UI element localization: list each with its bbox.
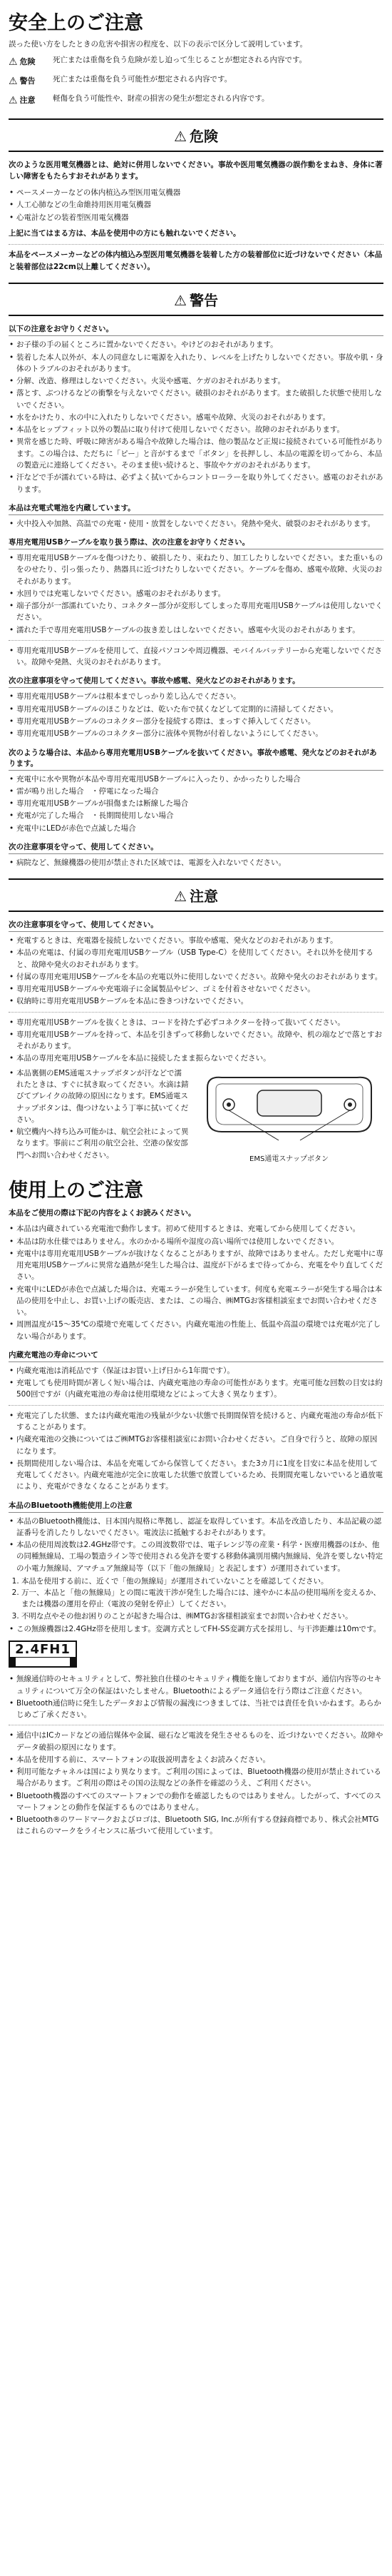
list-item: • 本品をヒップフィット以外の製品に取り付けて使用しないでください。故障のおそれがあります。 [9, 424, 383, 435]
legend-text: 軽傷を負う可能性や、財産の損害の発生が想定される内容です。 [53, 93, 269, 103]
caution-heading: 注意 [189, 888, 218, 906]
usage-list-3 [9, 1410, 383, 1493]
section-subheading: 以下の注意をお守りください。 [9, 323, 383, 336]
intro-text: 誤った使い方をしたときの危害や損害の程度を、以下の表示で区分して説明しています。 [9, 39, 308, 49]
list-item: • ペースメーカーなどの体内植込み型医用電気機器 [9, 187, 383, 198]
warning-list-4 [9, 645, 383, 669]
danger-list [9, 187, 383, 223]
list-item: • 充電中は専用充電用USBケーブルが抜けなくなることがありますが、故障ではありません。ただし充電中に専用充電用USBケーブルに異常な過熱が発生した場合は、温度が下がるまで待ってから、充電をやり直してください。 [9, 1248, 383, 1283]
list-item: • お子様の手の届くところに置かないでください。やけどのおそれがあります。 [9, 339, 383, 350]
severity-legend [9, 55, 383, 108]
danger-note: 上記に当てはまる方は、本品を使用中の方にも触れないでください。 [9, 228, 241, 238]
list-item: • 通信中はICカードなどの通信媒体や金属、磁石など電波を発生させるものを、近づけないでください。故障や データ破損の原因になります。 [9, 1730, 383, 1753]
list-item: • 端子部分が一部濡れていたり、コネクター部分が変形してしまった専用充電用USBケーブルは使用しないでください。 [9, 600, 383, 624]
list-item: • 専用充電用USBケーブルを持って、本品を引きずって移動しないでください。故障や、机の端などで落とすおそれがあります。 [9, 1029, 383, 1053]
warning-triangle-icon: ⚠ [174, 888, 187, 906]
list-item: • 雷が鳴り出した場合 ・停電になった場合 [9, 786, 383, 797]
list-item: • 火中投入や加熱、高温での充電・使用・放置をしないでください。発熱や発火、破裂のおそれがあります。 [9, 518, 383, 529]
warning-list-7 [9, 857, 383, 868]
list-item: • 本品は内蔵されている充電池で動作します。初めて使用するときは、充電してから使用してください。 [9, 1223, 383, 1234]
list-item: • 分解、改造、修理はしないでください。火災や感電、ケガのおそれがあります。 [9, 375, 383, 387]
caution-illustration-row [9, 1066, 383, 1163]
list-item: • 専用充電用USBケーブルを傷つけたり、破損したり、束ねたり、加工したりしないでください。また重いものをのせたり、引っ張ったり、熱器具に近づけたりしないでください。ケーブルを傷め、感電や故障、火災のおそれがあります。 [9, 552, 383, 587]
warning-triangle-icon: ⚠ [9, 75, 18, 87]
danger-lead-2: 本品をペースメーカーなどの体内植込み型医用電気機器を装着した方の装着部位に近づけないでください（本品と装着部位は22cm以上離してください）。 [9, 250, 383, 271]
list-item: • 病院など、無線機器の使用が禁止された区域では、電源を入れないでください。 [9, 857, 383, 868]
list-item: • 水回りでは充電しないでください。感電のおそれがあります。 [9, 588, 383, 599]
usage-list-1 [9, 1223, 383, 1342]
usage-list-4 [9, 1516, 383, 1574]
page-title: 安全上のご注意 [9, 12, 143, 34]
warning-triangle-icon: ⚠ [174, 127, 187, 145]
list-item: • 専用充電用USBケーブルや充電端子に金属製品やピン、ゴミを付着させないでください。 [9, 983, 383, 995]
section-subheading: 本品は充電式電池を内蔵しています。 [9, 502, 383, 515]
list-item: • 内蔵充電池の交換についてはご㈱MTGお客様相談室にお問い合わせください。ご自身で行うと、故障の原因になります。 [9, 1434, 383, 1457]
warning-list-6 [9, 774, 383, 834]
section-subheading: 内蔵充電池の寿命について [9, 1349, 383, 1362]
list-item: • 心電計などの装着型医用電気機器 [9, 212, 383, 223]
list-item: • 落とす、ぶつけるなどの衝撃を与えないでください。破損のおそれがあります。また破損した状態で使用しないでください。 [9, 387, 383, 411]
list-item: • 本品のBluetooth機能は、日本国内規格に準拠し、認証を取得しています。本品を改造したり、本品記載の認証番号を消したりしないでください。電波法に抵触するおそれがあります。 [9, 1516, 383, 1539]
list-item: • 水をかけたり、水の中に入れたりしないでください。感電や故障、火災のおそれがあります。 [9, 412, 383, 423]
list-item: • 本品の充電は、付属の専用充電用USBケーブル（USB Type-C）を使用してください。それ以外を使用すると、故障や発火のおそれがあります。 [9, 947, 383, 970]
frequency-scale-bar [10, 1657, 76, 1666]
list-item: • 利用可能なチャネルは国により異なります。ご利用の国によっては、Bluetooth機器の使用が禁止されている場合があります。ご利用の際はその国の法規などの条件を確認のうえ、ご利用ください。 [9, 1766, 383, 1790]
illustration-caption: EMS通電スナップボタン [249, 1155, 329, 1163]
list-item: • 本品の専用充電用USBケーブルを本品に接続したまま振らないでください。 [9, 1053, 383, 1064]
legend-text: 死亡または重傷を負う可能性が想定される内容です。 [53, 74, 232, 83]
list-item: • 内蔵充電池は消耗品です（保証はお買い上げ日から1年間です）。 [9, 1365, 383, 1376]
section-subheading: 次のような場合は、本品から専用充電用USBケーブルを抜いてください。事故や感電、発火などのおそれがあります。 [9, 747, 383, 771]
warning-list-1 [9, 339, 383, 495]
list-item: • 付属の専用充電用USBケーブルを本品の充電以外に使用しないでください。故障や発火のおそれがあります。 [9, 971, 383, 983]
usage-list-5 [9, 1623, 383, 1635]
caution-list-1 [9, 935, 383, 1008]
list-item: • 専用充電用USBケーブルのほこりなどは、乾いた布で拭くなどして定期的に清掃してください。 [9, 704, 383, 715]
warning-list-5 [9, 691, 383, 739]
frequency-label: 2.4FH1 [15, 1642, 71, 1658]
list-item: • 濡れた手で専用充電用USBケーブルの抜き差しはしないでください。感電や火災のおそれがあります。 [9, 624, 383, 636]
list-item: • 収納時に専用充電用USBケーブルを本品に巻きつけないでください。 [9, 995, 383, 1007]
list-item: • 充電中にLEDが赤色で点滅した場合 [9, 823, 383, 834]
list-item: • 専用充電用USBケーブルのコネクター部分に液体や異物が付着しないようにしてください。 [9, 728, 383, 739]
usage-list-6 [9, 1673, 383, 1720]
list-item: • 専用充電用USBケーブルを抜くときは、コードを持たず必ずコネクターを持って抜いてください。 [9, 1017, 383, 1028]
usage-numbered-list [9, 1576, 383, 1622]
list-item: • 周囲温度が15～35℃の環境で充電してください。内蔵充電池の性能上、低温や高温の環境では充電が完了しない場合があります。 [9, 1319, 383, 1342]
section-subheading: 専用充電用USBケーブルを取り扱う際は、次の注意をお守りください。 [9, 537, 383, 549]
list-item: • 人工心肺などの生命維持用医用電気機器 [9, 199, 383, 211]
list-item: • 充電完了した状態、または内蔵充電池の残量が少ない状態で長期間保管を続けると、内蔵充電池の寿命が低下することがあります。 [9, 1410, 383, 1434]
list-item: • 専用充電用USBケーブルは根本までしっかり差し込んでください。 [9, 691, 383, 702]
list-item: • 航空機内へ持ち込み可能かは、航空会社によって異なります。事前にご利用の航空会社、空港の保安部門へお問い合わせください。 [9, 1126, 189, 1161]
list-item: 3. 不明な点やその他お困りのことが起きた場合は、㈱MTGお客様相談室までお問い合わせください。 [21, 1611, 383, 1622]
list-item: • 充電するときは、充電器を接続しないでください。事故や感電、発火などのおそれがあります。 [9, 935, 383, 946]
danger-heading: 危険 [189, 127, 218, 145]
warning-list-2 [9, 518, 383, 529]
danger-banner [9, 118, 383, 152]
legend-label: 警告 [19, 76, 36, 86]
list-item: • 長期間使用しない場合は、本品を充電してから保管してください。また3カ月に1度を目安に本品を使用して充電してください。内蔵充電池が完全に放電した状態で放置しているため、長期間充電しないでいると過放電により、充電ができなくなることがあります。 [9, 1458, 383, 1493]
list-item: • Bluetooth®のワードマークおよびロゴは、Bluetooth SIG, Inc.が所有する登録商標であり、株式会社MTGはこれらのマークをライセンスに基づいて使用しています。 [9, 1814, 383, 1837]
legend-row-danger [9, 55, 383, 70]
list-item: • 汗などで手が濡れている時は、必ずよく拭いてからコントローラーを取り外してください。感電のおそれがあります。 [9, 472, 383, 495]
caution-banner [9, 878, 383, 912]
list-item: • 本品裏側のEMS通電スナップボタンが汗などで濡れたときは、すぐに拭き取ってください。水滴は錆びてブレイクの故障の原因になります。EMS通電スナップボタンは、傷つけないよう丁寧に拭いてください。 [9, 1068, 189, 1125]
list-item: • 専用充電用USBケーブルを使用して、直接パソコンや周辺機器、モバイルバッテリーから充電しないでください。故障や発熱、火災のおそれがあります。 [9, 645, 383, 669]
list-item: • 充電中にLEDが赤色で点滅した場合は、充電エラーが発生しています。何度も充電エラーが発生する場合は本品の使用を中止し、お買い上げの販売店、または、この場合、㈱MTGお客様相談室までお問い合わせください。 [9, 1284, 383, 1319]
legend-label: 注意 [19, 95, 36, 105]
section-subheading: 次の注意事項を守って使用してください。事故や感電、発火などのおそれがあります。 [9, 675, 383, 688]
list-item: • 本品の使用周波数は2.4GHz帯です。この周波数帯では、電子レンジ等の産業・科学・医療用機器のほか、他の同種無線局、工場の製造ライン等で使用される免許を要する移動体識別用構内無線局、免許を要しない特定の小電力無線局、アマチュア無線局等（以下「他の無線局」と表記します）が運用されています。 [9, 1539, 383, 1574]
list-item: • 異常を感じた時、呼吸に障害がある場合や故障した場合は、他の製品など正規に接続されている可能性があります。この場合は、ただちに「ピー」と音がするまで「ボタン」を長押しし、本品の電源を切ってから、本品の製造元に連絡してください。そのまま使い続けると、事故やケガのおそれがあります。 [9, 436, 383, 471]
section-subheading: 次の注意事項を守って、使用してください。 [9, 919, 383, 932]
device-illustration [195, 1066, 383, 1163]
list-item: • Bluetooth通信時に発生したデータおよび情報の漏洩につきましては、当社では責任を負いかねます。あらかじめご了承ください。 [9, 1698, 383, 1721]
list-item: • 本品は防水仕様ではありません。水のかかる場所や湿度の高い場所では使用しないでください。 [9, 1236, 383, 1247]
list-item: • 充電しても使用時間が著しく短い場合は、内蔵充電池の寿命の可能性があります。充電可能な回数の目安は約500回ですが（内蔵充電池の寿命は使用環境などによって大きく異なります）。 [9, 1377, 383, 1401]
legend-row-warning [9, 74, 383, 89]
list-item: • 無線通信時のセキュリティとして、弊社独自仕様のセキュリティ機能を施しておりますが、通信内容等のセキュリティについて万全の保証はいたしません。Bluetoothによるデータ通信を行う際はご注意ください。 [9, 1673, 383, 1697]
legend-text: 死亡または重傷を負う危険が差し迫って生じることが想定される内容です。 [53, 55, 307, 64]
list-item: • 装着した本人以外が、本人の同意なしに電源を入れたり、レベルを上げたりしないでください。事故や肌・身体のトラブルのおそれがあります。 [9, 352, 383, 375]
caution-list-3 [9, 1068, 189, 1161]
danger-lead: 次のような医用電気機器とは、絶対に併用しないでください。事故や医用電気機器の誤作動をまねき、身体に著しい障害をもたらすおそれがあります。 [9, 160, 383, 181]
list-item: • 専用充電用USBケーブルのコネクター部分を接続する際は、まっすぐ挿入してください。 [9, 716, 383, 727]
list-item: • 専用充電用USBケーブルが損傷または断線した場合 [9, 798, 383, 809]
list-item: • Bluetooth機器のすべてのスマートフォンでの動作を確認したものではありません。したがって、すべてのスマートフォンとの動作を保証するものではありません。 [9, 1790, 383, 1814]
section-subheading: 次の注意事項を守って、使用してください。 [9, 841, 383, 854]
usage-title: 使用上のご注意 [9, 1179, 143, 1202]
document-page [9, 0, 383, 1853]
caution-list-2 [9, 1017, 383, 1065]
warning-list-3 [9, 552, 383, 636]
usage-lead: 本品をご使用の際は下記の内容をよくお読みください。 [9, 1208, 196, 1217]
list-item: 1. 本品を使用する前に、近くで「他の無線局」が運用されていないことを確認してください。 [21, 1576, 383, 1587]
warning-heading: 警告 [189, 292, 218, 310]
list-item: • 充電中に水や異物が本品や専用充電用USBケーブルに入ったり、かかったりした場合 [9, 774, 383, 785]
frequency-mark [9, 1641, 77, 1668]
warning-triangle-icon: ⚠ [9, 94, 18, 106]
legend-row-caution [9, 93, 383, 108]
list-item: 2. 万一、本品と「他の無線局」との間に電波干渉が発生した場合には、速やかに本品の使用場所を変えるか、または機器の運用を停止（電波の発射を停止）してください。 [21, 1587, 383, 1611]
usage-list-2 [9, 1365, 383, 1401]
warning-triangle-icon: ⚠ [9, 56, 18, 68]
ems-device-illustration [200, 1066, 378, 1148]
warning-triangle-icon: ⚠ [174, 292, 187, 310]
usage-list-7 [9, 1730, 383, 1837]
list-item: • 充電が完了した場合 ・長期間使用しない場合 [9, 810, 383, 821]
warning-banner [9, 283, 383, 316]
legend-label: 危険 [19, 56, 36, 66]
list-item: • 本品を使用する前に、スマートフォンの取扱説明書をよくお読みください。 [9, 1754, 383, 1765]
list-item: • この無線機器は2.4GHz帯を使用します。変調方式としてFH-SS変調方式を採用し、与干渉距離は10mです。 [9, 1623, 383, 1635]
section-subheading: 本品のBluetooth機能使用上の注意 [9, 1500, 383, 1513]
